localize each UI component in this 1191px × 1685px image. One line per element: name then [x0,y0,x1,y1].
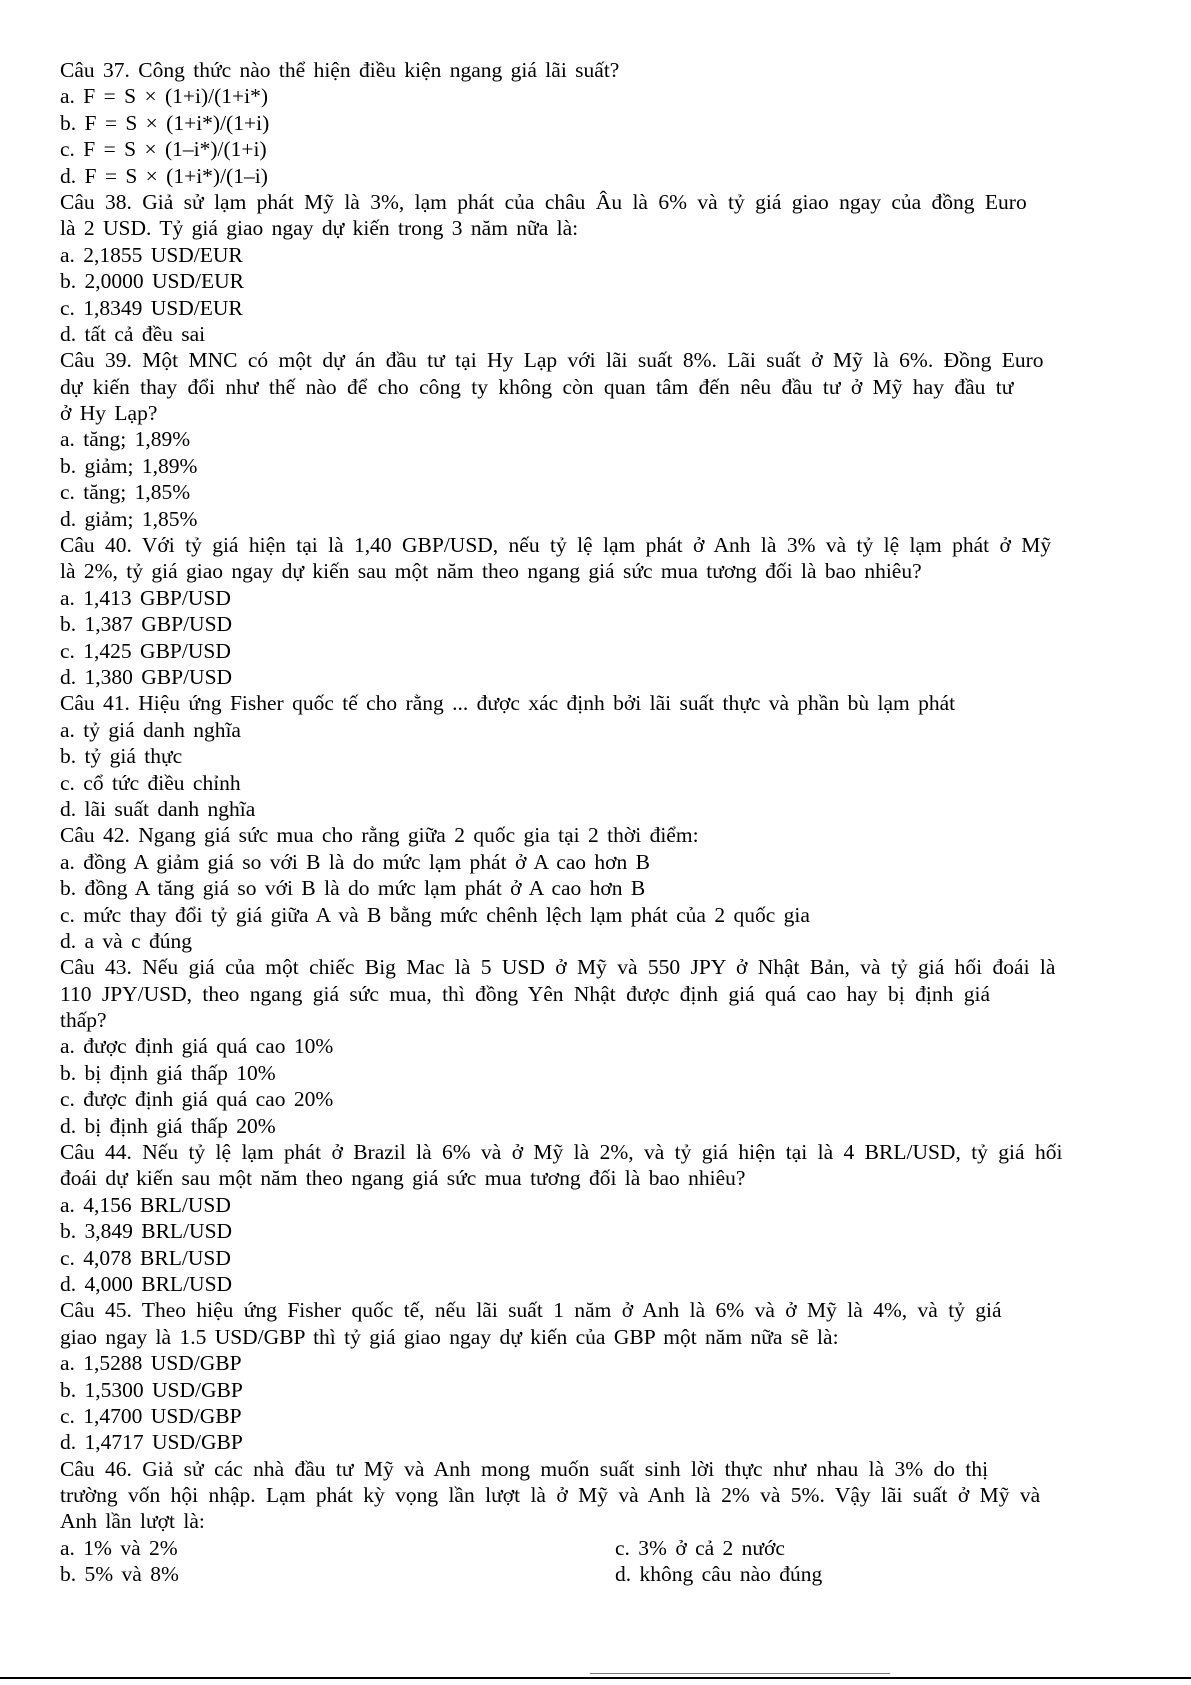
answer-option: b. tỷ giá thực [60,744,183,769]
answer-option: d. tất cả đều sai [60,321,206,346]
question-text-line: thấp? [60,1008,107,1033]
answer-option: c. 4,078 BRL/USD [60,1245,231,1270]
answer-option: c. 3% ở cả 2 nước [615,1535,785,1560]
question-text-line: 110 JPY/USD, theo ngang giá sức mua, thì đồng Yên Nhật được định giá quá cao hay bị định giá [60,981,991,1006]
question-block [60,347,1175,532]
question-list [60,57,1175,1588]
question-block [60,690,1175,822]
answer-option: a. tăng; 1,89% [60,427,191,452]
question-block [60,189,1175,347]
question-block [60,1297,1175,1455]
question-block [60,57,1175,189]
question-block [60,1456,1175,1588]
answer-option: a. 4,156 BRL/USD [60,1192,231,1217]
question-text-line: Câu 38. Giả sử lạm phát Mỹ là 3%, lạm phát của châu Âu là 6% và tỷ giá giao ngay của đồng Euro [60,189,1027,214]
answer-option: d. 1,4717 USD/GBP [60,1430,243,1455]
question-block [60,954,1175,1139]
answer-option: d. lãi suất danh nghĩa [60,796,256,821]
answer-option: c. 1,8349 USD/EUR [60,295,243,320]
answer-option: b. 1,5300 USD/GBP [60,1377,243,1402]
question-text-line: Câu 40. Với tỷ giá hiện tại là 1,40 GBP/USD, nếu tỷ lệ lạm phát ở Anh là 3% và tỷ lệ lạm phát ở Mỹ [60,533,1052,558]
answer-option: a. 1% và 2% [60,1535,178,1560]
question-text-line: là 2 USD. Tỷ giá giao ngay dự kiến trong 3 năm nữa là: [60,216,579,241]
question-text-line: Câu 46. Giả sử các nhà đầu tư Mỹ và Anh mong muốn suất sinh lời thực như nhau là 3% do thị [60,1456,989,1481]
question-text-line: ở Hy Lạp? [60,401,158,426]
question-text-line: Câu 45. Theo hiệu ứng Fisher quốc tế, nếu lãi suất 1 năm ở Anh là 6% và ở Mỹ là 4%, và tỷ giá [60,1298,1002,1323]
question-text-line: Anh lần lượt là: [60,1509,205,1534]
answer-option: b. 1,387 GBP/USD [60,612,233,637]
answer-option: c. tăng; 1,85% [60,480,191,505]
answer-option: c. F = S × (1–i*)/(1+i) [60,137,267,162]
answer-option: d. F = S × (1+i*)/(1–i) [60,163,268,188]
answer-option-row [60,1535,1175,1561]
answer-option: a. được định giá quá cao 10% [60,1034,334,1059]
question-text-line: Câu 37. Công thức nào thể hiện điều kiện ngang giá lãi suất? [60,58,620,82]
question-text-line: dự kiến thay đổi như thế nào để cho công ty không còn quan tâm đến nêu đầu tư ở Mỹ hay đầu tư [60,374,1014,399]
question-text-line: Câu 39. Một MNC có một dự án đầu tư tại Hy Lạp với lãi suất 8%. Lãi suất ở Mỹ là 6%. Đồng Euro [60,348,1044,373]
question-block [60,1139,1175,1297]
question-text-line: Câu 41. Hiệu ứng Fisher quốc tế cho rằng ... được xác định bởi lãi suất thực và phần bù lạm phát [60,691,956,716]
answer-option: c. được định giá quá cao 20% [60,1087,334,1112]
answer-option: a. đồng A giảm giá so với B là do mức lạm phát ở A cao hơn B [60,849,651,874]
answer-option: d. a và c đúng [60,928,193,953]
answer-option: b. bị định giá thấp 10% [60,1060,276,1085]
answer-option-row [60,1561,1175,1587]
answer-option: b. giảm; 1,89% [60,453,198,478]
answer-option: d. bị định giá thấp 20% [60,1113,276,1138]
answer-option: b. F = S × (1+i*)/(1+i) [60,110,270,135]
question-block [60,822,1175,954]
answer-option: d. 1,380 GBP/USD [60,664,233,689]
answer-option: d. 4,000 BRL/USD [60,1271,233,1296]
answer-option: a. 1,413 GBP/USD [60,585,231,610]
question-text-line: là 2%, tỷ giá giao ngay dự kiến sau một năm theo ngang giá sức mua tương đối là bao nhiêu? [60,559,922,584]
answer-option: d. không câu nào đúng [615,1562,823,1587]
answer-option: b. 5% và 8% [60,1562,179,1587]
question-text-line: trường vốn hội nhập. Lạm phát kỳ vọng lần lượt là ở Mỹ và Anh là 2% và 5%. Vậy lãi suất ở Mỹ và [60,1483,1041,1508]
answer-option: d. giảm; 1,85% [60,506,198,531]
answer-option: a. 2,1855 USD/EUR [60,242,243,267]
question-text-line: đoái dự kiến sau một năm theo ngang giá sức mua tương đối là bao nhiêu? [60,1166,746,1191]
answer-option: a. 1,5288 USD/GBP [60,1351,242,1376]
answer-option: c. cổ tức điều chỉnh [60,770,241,795]
answer-option: b. 2,0000 USD/EUR [60,269,244,294]
answer-option: c. mức thay đổi tỷ giá giữa A và B bằng mức chênh lệch lạm phát của 2 quốc gia [60,902,810,927]
question-text-line: Câu 42. Ngang giá sức mua cho rằng giữa 2 quốc gia tại 2 thời điểm: [60,823,699,848]
answer-option: c. 1,425 GBP/USD [60,638,231,663]
footer-rule-short [590,1673,890,1674]
answer-option: b. 3,849 BRL/USD [60,1219,233,1244]
answer-option: c. 1,4700 USD/GBP [60,1403,242,1428]
question-text-line: Câu 43. Nếu giá của một chiếc Big Mac là 5 USD ở Mỹ và 550 JPY ở Nhật Bản, và tỷ giá hối đoái là [60,955,1056,980]
footer-rule [0,1677,1191,1679]
question-block [60,532,1175,690]
question-text-line: giao ngay là 1.5 USD/GBP thì tỷ giá giao ngay dự kiến của GBP một năm nữa sẽ là: [60,1324,839,1349]
answer-option: a. F = S × (1+i)/(1+i*) [60,84,269,109]
answer-option: a. tỷ giá danh nghĩa [60,717,241,742]
question-text-line: Câu 44. Nếu tỷ lệ lạm phát ở Brazil là 6% và ở Mỹ là 2%, và tỷ giá hiện tại là 4 BRL/USD, tỷ giá hối [60,1140,1063,1165]
answer-option: b. đồng A tăng giá so với B là do mức lạm phát ở A cao hơn B [60,876,646,901]
